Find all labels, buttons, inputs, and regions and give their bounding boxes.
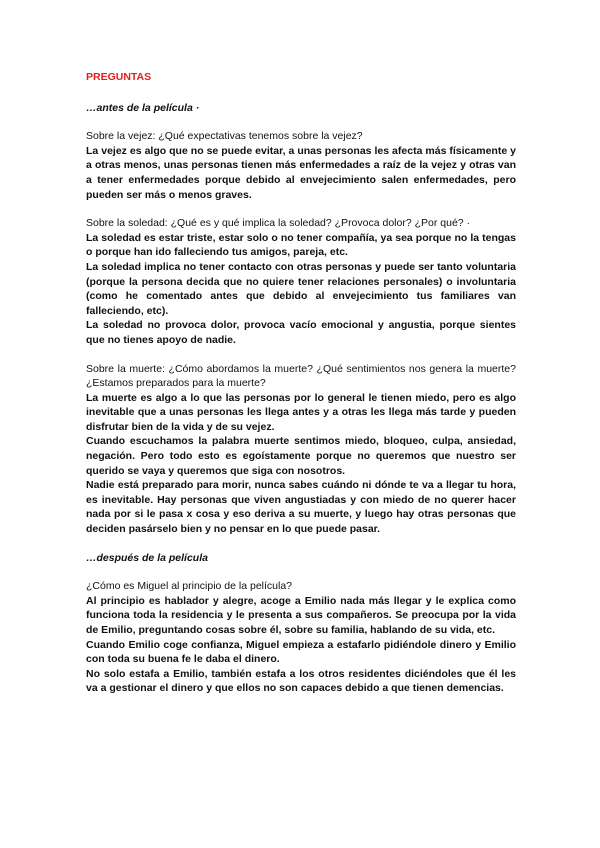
answer-paragraph: La muerte es algo a lo que las personas por lo general le tienen miedo, pero es algo inevitable que a unas personas les llega antes y a otras les llega más tarde y pueden disfrutar bien de la vida y de su vejez. [86, 391, 516, 433]
answer-paragraph: Al principio es hablador y alegre, acoge a Emilio nada más llegar y le explica como funciona toda la residencia y le presenta a sus compañeros. Se preocupa por la vida de Emilio, preguntando cosas sobre él, sobre su familia, hablando de su vida, etc. [86, 594, 516, 636]
document-body [86, 70, 516, 710]
question-text: Sobre la muerte: ¿Cómo abordamos la muerte? ¿Qué sentimientos nos genera la muerte? ¿Estamos preparados para la muerte? [86, 362, 516, 390]
section-heading-before: …antes de la película · [86, 101, 200, 114]
question-block-soledad [86, 216, 516, 347]
question-block-vejez [86, 129, 516, 202]
answer-paragraph: La soledad implica no tener contacto con otras personas y puede ser tanto voluntaria (porque la persona decida que no quiere tener relaciones personales) o involuntaria (como he comentado antes que debido al envejecimiento tus familiares van falleciendo, etc). [86, 260, 516, 317]
answer-paragraph: La soledad no provoca dolor, provoca vacío emocional y angustia, porque sientes que no tienes apoyo de nadie. [86, 319, 516, 346]
question-text: Sobre la vejez: ¿Qué expectativas tenemos sobre la vejez? [86, 130, 363, 143]
question-block-miguel [86, 579, 516, 696]
answer-paragraph: Nadie está preparado para morir, nunca sabes cuándo ni dónde te va a llegar tu hora, es inevitable. Hay personas que viven angustiadas y con miedo de no querer hacer nada por si le pasa x cosa y eso deriva a su muerte, y luego hay otras personas que deciden pasárselo bien y no pensar en lo que puede pasar. [86, 479, 516, 536]
question-text: Sobre la soledad: ¿Qué es y qué implica la soledad? ¿Provoca dolor? ¿Por qué? · [86, 217, 471, 230]
answer-paragraph: Cuando Emilio coge confianza, Miguel empieza a estafarlo pidiéndole dinero y Emilio con toda su buena fe le daba el dinero. [86, 638, 516, 666]
section-heading-after: …después de la película [86, 551, 208, 564]
question-block-muerte [86, 362, 516, 537]
answer-paragraph: No solo estafa a Emilio, también estafa a los otros residentes diciéndoles que él les va a gestionar el dinero y que ellos no son capaces debido a que tienen demencias. [86, 667, 516, 695]
answer-paragraph: La vejez es algo que no se puede evitar, a unas personas les afecta más físicamente y a otras menos, unas personas tienen más enfermedades a raíz de la vejez y otras van a tener enfermedades porque debido al envejecimiento salen enfermedades, pero pueden ser más o menos graves. [86, 144, 516, 201]
answer-paragraph: La soledad es estar triste, estar solo o no tener compañía, ya sea porque no la tengas o porque han ido falleciendo tus amigos, pareja, etc. [86, 231, 516, 259]
question-text: ¿Cómo es Miguel al principio de la película? [86, 580, 293, 593]
answer-paragraph: Cuando escuchamos la palabra muerte sentimos miedo, bloqueo, culpa, ansiedad, negación. Pero todo esto es egoístamente porque no queremos que nuestro ser querido se vaya y queremos que siga con nosotros. [86, 435, 516, 477]
page-title: PREGUNTAS [86, 71, 152, 83]
